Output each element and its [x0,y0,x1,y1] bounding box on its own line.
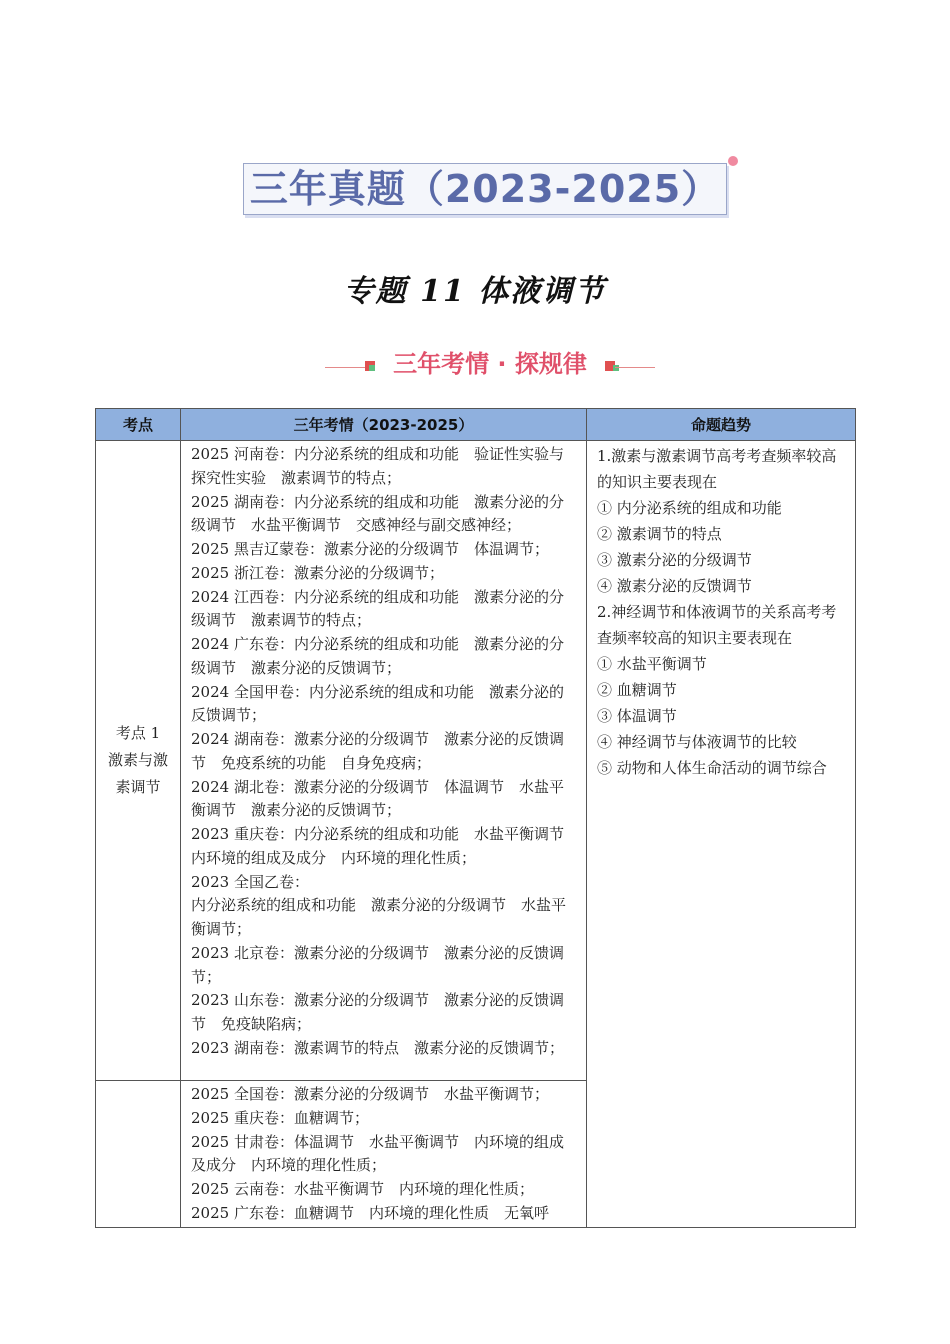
banner-title: 三年真题（2023-2025） [249,167,721,211]
trend-line: ⑤ 动物和人体生命活动的调节综合 [597,759,827,777]
trend-line: 1.激素与激素调节高考考查频率较高的知识主要表现在 [597,447,837,491]
exam-entry: 2025 黑吉辽蒙卷：激素分泌的分级调节 体温调节； [191,540,549,558]
trend-line: 2.神经调节和体液调节的关系高考考查频率较高的知识主要表现在 [597,603,837,647]
exam-entry: 2025 湖南卷：内分泌系统的组成和功能 激素分泌的分级调节 水盐平衡调节 交感神经与副交感神经； [191,492,564,535]
exam-entry: 2025 云南卷：水盐平衡调节 内环境的理化性质； [191,1180,534,1198]
exam-entry: 2023 全国乙卷： [191,872,309,891]
exam-entry: 2023 山东卷：激素分泌的分级调节 激素分泌的反馈调节 免疫缺陷病； [191,991,564,1033]
exam-entry: 2024 湖北卷：激素分泌的分级调节 体温调节 水盐平衡调节 激素分泌的反馈调节； [191,777,564,820]
exam-entry: 2025 甘肃卷：体温调节 水盐平衡调节 内环境的组成及成分 内环境的理化性质； [191,1132,564,1175]
section-banner [243,163,727,215]
section-subheading [325,346,655,382]
header-trend: 命题趋势 [587,409,856,441]
exam-entry: 2024 广东卷：内分泌系统的组成和功能 激素分泌的分级调节 激素分泌的反馈调节； [191,635,564,677]
topic-line: 考点 1 [115,724,161,742]
exam-entry: 2025 河南卷：内分泌系统的组成和功能 验证性实验与探究性实验 激素调节的特点； [191,445,564,487]
table-row [96,441,856,1081]
divider-right [615,367,655,368]
exam-entry: 2024 湖南卷：激素分泌的分级调节 激素分泌的反馈调节 免疫系统的功能 自身免疫病； [191,730,564,772]
exam-entry: 2023 北京卷：激素分泌的分级调节 激素分泌的反馈调节； [191,943,564,986]
exam-entry: 2025 全国卷：激素分泌的分级调节 水盐平衡调节； [191,1085,549,1103]
topic-line: 激素与激 [107,751,168,769]
trend-line: ② 激素调节的特点 [597,525,722,543]
trend-line: ④ 神经调节与体液调节的比较 [597,733,797,751]
exam-entry: 2025 广东卷：血糖调节 内环境的理化性质 无氧呼 [191,1203,549,1222]
exam-entries-cell [181,1081,587,1228]
decoration-square-right-accent [613,365,619,371]
exam-entry: 内分泌系统的组成和功能 激素分泌的分级调节 水盐平衡调节； [191,896,567,938]
exam-entries-cell [181,441,587,1081]
trend-cell [587,441,856,1228]
exam-entry: 2025 重庆卷：血糖调节； [191,1108,369,1127]
trend-line: ③ 激素分泌的分级调节 [597,551,752,569]
banner-decoration-dot [728,156,738,166]
trend-line: ② 血糖调节 [597,681,677,699]
exam-entry: 2024 江西卷：内分泌系统的组成和功能 激素分泌的分级调节 激素调节的特点； [191,587,564,630]
table-header-row [96,409,856,441]
topic-cell [96,441,181,1081]
page-title: 专题 11 体液调节 [343,274,607,309]
topic-line: 素调节 [115,778,161,796]
trend-line: ① 内分泌系统的组成和功能 [597,499,782,517]
trend-line: ③ 体温调节 [597,707,677,725]
exam-analysis-table [95,408,856,1228]
header-topic: 考点 [96,409,181,441]
exam-entry: 2025 浙江卷：激素分泌的分级调节； [191,563,444,582]
trend-line: ① 水盐平衡调节 [597,655,707,673]
exam-entry: 2024 全国甲卷：内分泌系统的组成和功能 激素分泌的反馈调节； [191,682,564,725]
subheading-text: 三年考情 · 探规律 [393,350,587,378]
exam-entry: 2023 重庆卷：内分泌系统的组成和功能 水盐平衡调节 内环境的组成及成分 内环境的理化性质； [191,825,579,867]
exam-entry: 2023 湖南卷：激素调节的特点 激素分泌的反馈调节； [191,1038,564,1057]
topic-cell-empty [96,1081,181,1228]
header-exam-situation: 三年考情（2023-2025） [181,409,587,441]
trend-line: ④ 激素分泌的反馈调节 [597,577,752,595]
